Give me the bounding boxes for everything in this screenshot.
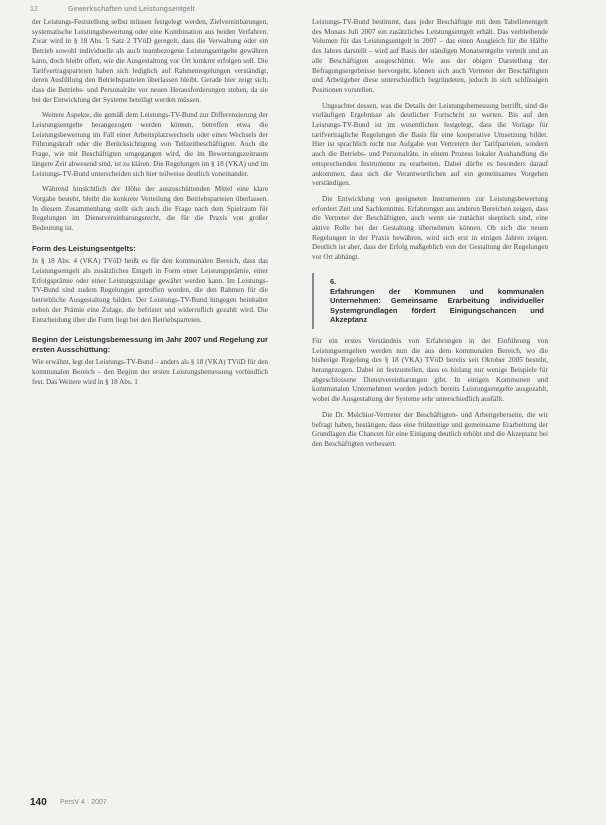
- paragraph: Für ein erstes Verständnis von Erfahrungen in der Einführung von Leistungsentgelten werden nun die aus dem kommunalen Bereich, wo die bisherige Regelung des § 18 (VKA) TVöD bereits seit Oktober 2005 besteht, herangezogen. Dabei ist festzustellen, dass es bislang nur wenige Beispiele für abgeschlossene Dienstvereinbarungen gibt. In einigen Kommunen und kommunalen Unternehmen wurden jedoch bereits Leistungsentgelte ausgezahlt, wobei die Ausgestaltung der Systeme sehr unterschiedlich ausfällt.: [312, 336, 548, 404]
- running-header: [30, 2, 590, 18]
- left-column: [32, 18, 268, 394]
- header-page-marker: 12: [30, 6, 38, 13]
- paragraph: Leistungs-TV-Bund bestimmt, dass jeder Beschäftigte mit dem Tabellenentgelt des Monats Juli 2007 ein zusätzliches Leistungsentgelt erhält. Das verbleibende Volumen für das Leistungsentgelt in 2007 – das einen Ausgleich für die Hälfte des Jahres darstellt – wird auf Basis der ständigen Monatsentgelte verteilt und an alle Beschäftigten ausgeschüttet. Wie aus der obigen Darstellung der Befragungsergebnisse hervorgeht, können sich auch Vertreter der Beschäftigten und Arbeitgeber diese unterschiedlich begründeten, jedoch in sich schlüssigen Positionen vorstellen.: [312, 18, 548, 94]
- footer-page-number: 140: [30, 797, 47, 808]
- paragraph: Die Dr. Melchior-Vertreter der Beschäftigten- und Arbeitgeberseite, die wir befragt haben, bestätigen, dass eine frühzeitige und gemeinsame Erarbeitung der Grundlagen die Chancen für eine Einigung deutlich erhöht und die Akzeptanz bei den Beschäftigten verbessert.: [312, 410, 548, 448]
- header-running-title: Gewerkschaften und Leistungsentgelt: [68, 6, 195, 13]
- paragraph: der Leistungs-Feststellung selbst müssen festgelegt werden, Zielvereinbarungen, systematische Leistungsbewertung oder eine Kombination aus beiden Verfahren. Zwar wird in § 18 Abs. 5 Satz 2 TVöD geregelt, dass die Verwaltung oder ein Betrieb sowohl individuelle als auch teambezogene Leistungsentgelte gewähren kann, doch bleibt offen, wie die Ausgestaltung vor Ort konkret erfolgen soll. Die Tarifvertragsparteien haben sich lediglich auf Rahmenregelungen verständigt, deren Ausfüllung den Betriebsparteien überlassen bleibt. Gerade hier zeigt sich, dass die Betriebs- und Personalräte vor neuen Herausforderungen stehen, da sie bei der Entwicklung der Systeme beteiligt werden müssen.: [32, 18, 268, 104]
- section-title: Erfahrungen der Kommunen und kommunalen Unternehmen: Gemeinsame Erarbeitung individueller Systemgrundlagen fördert Einigungschancen und Akzeptanz: [330, 286, 544, 325]
- section-heading-beginn: Beginn der Leistungsbemessung im Jahr 2007 und Regelung zur ersten Ausschüttung:: [32, 335, 268, 354]
- paragraph: Während hinsichtlich der Höhe der auszuschüttenden Mittel eine klare Vorgabe besteht, bleibt die konkrete Verteilung den Betriebsparteien überlassen. In diesem Zusammenhang stellt sich auch die Frage nach dem Spielraum für Regelungen im Dienstvereinbarungsrecht, die für die Praxis von großer Bedeutung ist.: [32, 185, 268, 233]
- section-number: 6.: [330, 276, 337, 286]
- paragraph: Weitere Aspekte, die gemäß dem Leistungs-TV-Bund zur Differenzierung der Leistungsentgelte herangezogen werden können, betreffen etwa die Leistungsbewertung im Fall einer Arbeitsplatzwechsels oder eines Wechsels der Führungskraft oder die Berücksichtigung von Teilzeitbeschäftigten. Auch die Frage, wie mit Beschäftigten umgegangen wird, die im Bewertungszeitraum längere Zeit abwesend sind, ist zu klären. Die Regelungen im § 18 (VKA) und im Leistungs-TV-Bund unterscheiden sich hier teilweise deutlich voneinander.: [32, 111, 268, 178]
- paragraph: Ungeachtet dessen, was die Details der Leistungsbemessung betrifft, sind die vorläufigen Ergebnisse als deutlicher Fortschritt zu werten. Bis auf den Leistungs-TV-Bund ist im wesentlichen festgelegt, dass die Vorlage für tarifvertragliche Regelungen die Basis für eine kooperative Umsetzung bildet. Hier ist sprachlich nicht nur Aufgabe von Vertretern der Tarifparteien, sondern auch die Betriebs- und Personalräte, in einem Prozess lokaler Aushandlung die entsprechenden Instrumente zu erarbeiten. Dabei dürfte es besonders darauf ankommen, dass sich die Verantwortlichen auf ein gemeinsames Vorgehen verständigen.: [312, 101, 548, 188]
- right-column: [312, 18, 548, 456]
- paragraph: In § 18 Abs. 4 (VKA) TVöD heißt es für den kommunalen Bereich, dass das Leistungsentgelt als zusätzliches Entgelt in Form einer Leistungsprämie, einer Erfolgsprämie oder einer Leistungszulage gewährt werden kann. Im Leistungs-TV-Bund sind zudem Regelungen getroffen worden, die den Rahmen für die betriebliche Ausgestaltung bilden. Der Leistungs-TV-Bund hingegen beinhaltet neben der Prämie eine Zulage, die befristet und widerruflich gezahlt wird. Die Entscheidung über die Form liegt bei den Betriebsparteien.: [32, 257, 268, 324]
- section-heading-form: Form des Leistungsentgelts:: [32, 243, 136, 253]
- footer-source: PersV 4 · 2007: [60, 799, 107, 806]
- paragraph: Die Entwicklung von geeigneten Instrumenten zur Leistungsbewertung erfordert Zeit und Sachkenntnis. Erfahrungen aus anderen Bereichen zeigen, dass die Vertreter der Beschäftigten, auch wenn sie zunächst skeptisch sind, eine aktive Rolle bei der Gestaltung übernehmen können. Ob sich die neuen Regelungen in der Praxis bewähren, wird sich erst in einigen Jahren zeigen. Deutlich ist aber, dass der Erfolg maßgeblich von der Gestaltung der Regelungen vor Ort abhängt.: [312, 194, 548, 262]
- page-footer: [30, 795, 590, 815]
- paragraph: Wie erwähnt, legt der Leistungs-TV-Bund – anders als § 18 (VKA) TVöD für den kommunalen Bereich – den Beginn der ersten Leistungsbemessung verbindlich fest. Das Weitere wird in § 18 Abs. 1: [32, 358, 268, 386]
- section-heading-box: [312, 273, 548, 329]
